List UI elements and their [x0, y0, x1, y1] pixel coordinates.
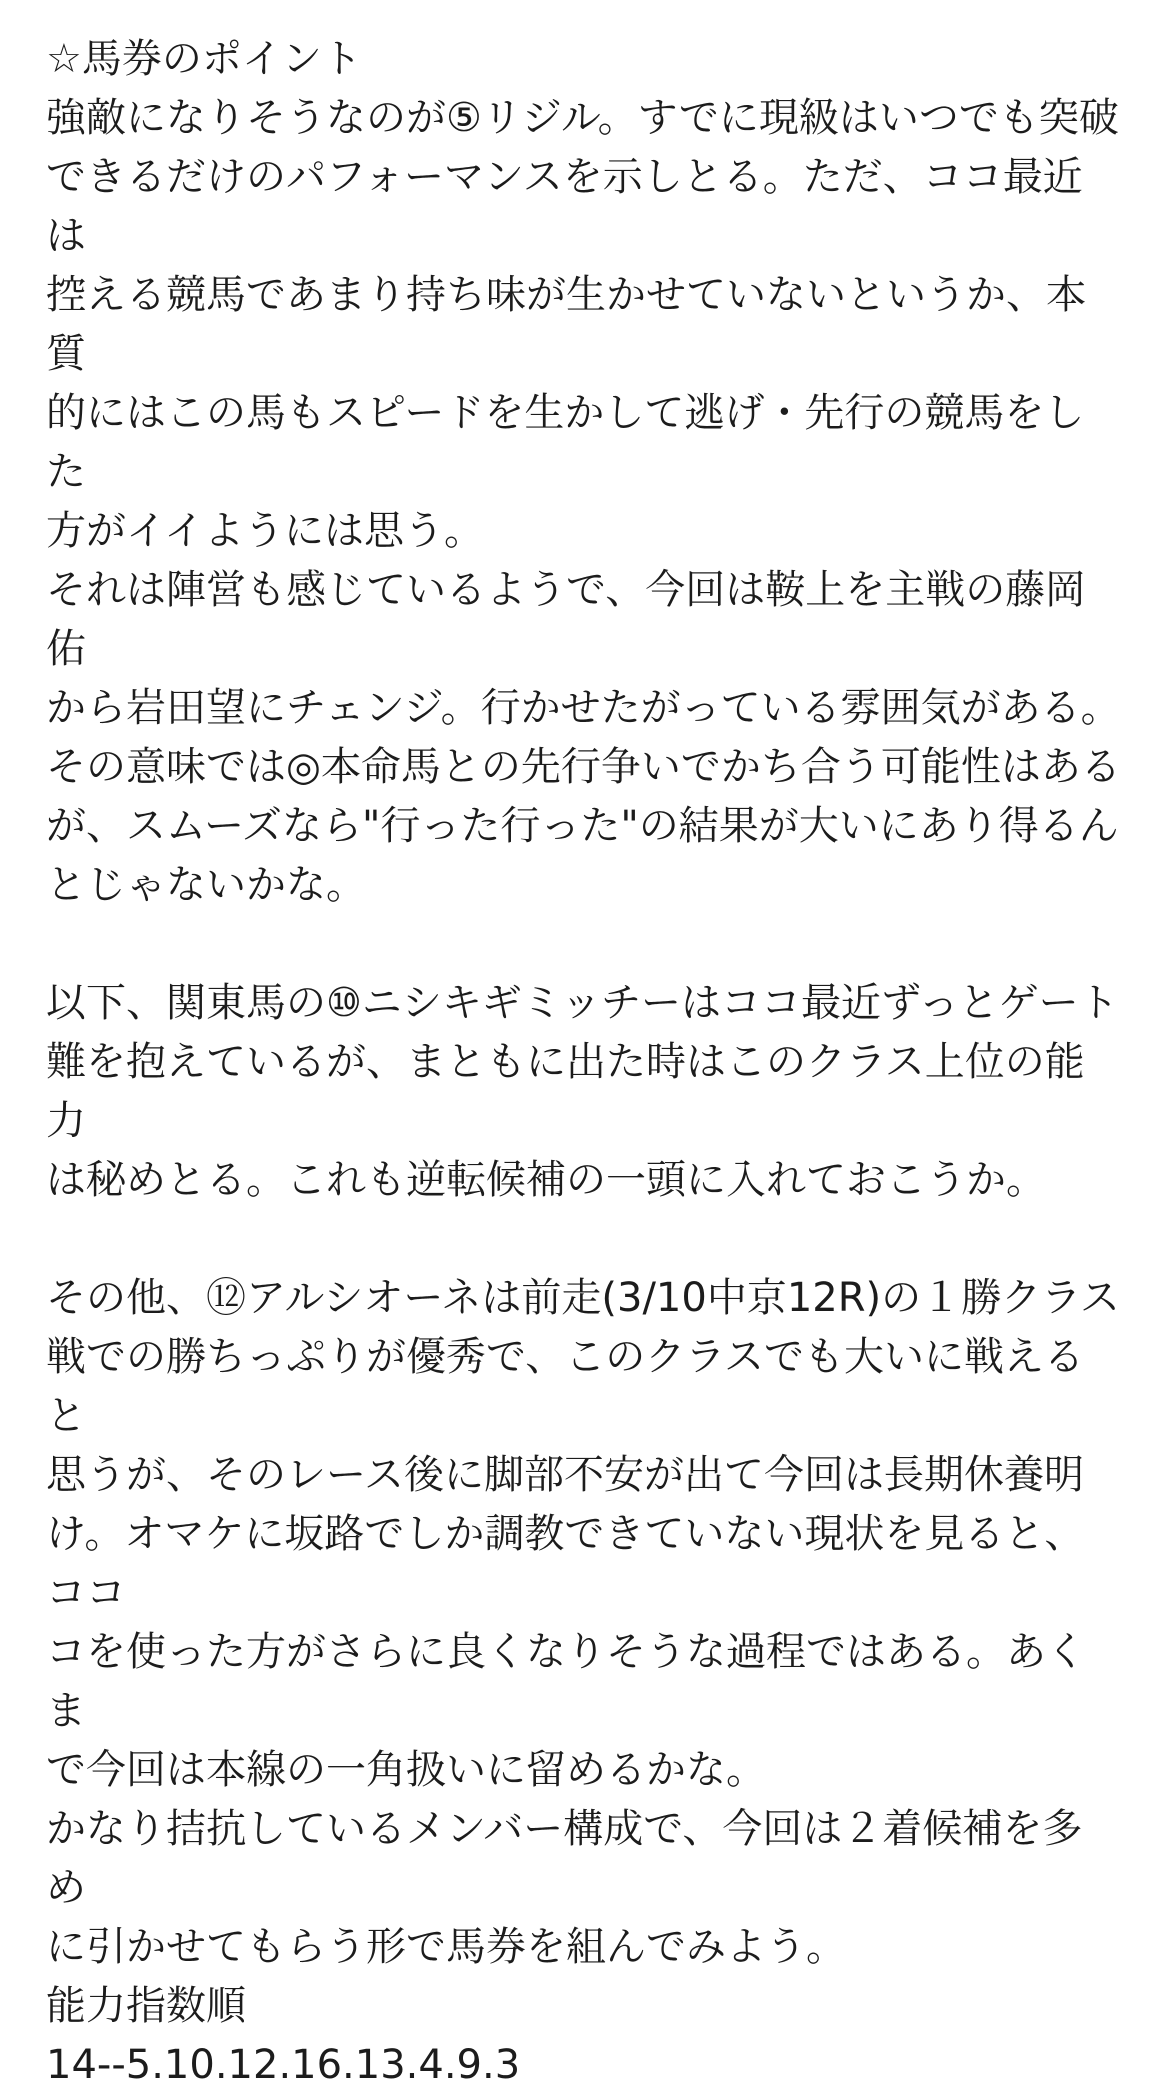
text-line: 14--5.10.12.16.13.4.9.3 [46, 2042, 521, 2088]
text-line: とじゃないかな。 [46, 862, 366, 908]
paragraph-spacer [46, 915, 1122, 974]
text-line: その意味では◎本命馬との先行争いでかち合う可能性はある [46, 744, 1121, 790]
text-line: が、スムーズなら"行った行った"の結果が大いにあり得るん [46, 803, 1119, 849]
text-line: 強敵になりそうなのが⑤リジル。すでに現級はいつでも突破 [46, 95, 1119, 141]
article-body [46, 30, 1122, 2095]
text-line: できるだけのパフォーマンスを示しとる。ただ、ココ最近は [46, 154, 1083, 259]
text-line: 難を抱えているが、まともに出た時はこのクラス上位の能力 [46, 1039, 1085, 1144]
paragraph-block-2 [46, 974, 1122, 1210]
text-line: コを使った方がさらに良くなりそうな過程ではある。あくま [46, 1629, 1086, 1734]
text-line: それは陣営も感じているようで、今回は鞍上を主戦の藤岡佑 [46, 567, 1086, 672]
text-line: 戦での勝ちっぷりが優秀で、このクラスでも大いに戦えると [46, 1334, 1084, 1439]
text-line: 控える競馬であまり持ち味が生かせていないというか、本質 [46, 272, 1086, 377]
paragraph-spacer [46, 1210, 1122, 1269]
text-line: で今回は本線の一角扱いに留めるかな。 [46, 1747, 766, 1793]
text-line: け。オマケに坂路でしか調教できていない現状を見ると、ココ [46, 1511, 1085, 1616]
text-line: 思うが、そのレース後に脚部不安が出て今回は長期休養明 [46, 1452, 1084, 1498]
section-heading [46, 30, 1122, 89]
text-line: かなり拮抗しているメンバー構成で、今回は２着候補を多め [46, 1806, 1083, 1911]
text-line: 以下、関東馬の⑩ニシキギミッチーはココ最近ずっとゲート [46, 980, 1119, 1026]
heading-line: ☆馬券のポイント [46, 36, 362, 82]
paragraph-block-3 [46, 1269, 1122, 2095]
text-line: 的にはこの馬もスピードを生かして逃げ・先行の競馬をした [46, 390, 1085, 495]
text-line: から岩田望にチェンジ。行かせたがっている雰囲気がある。 [46, 685, 1121, 731]
text-line: は秘めとる。これも逆転候補の一頭に入れておこうか。 [46, 1157, 1046, 1203]
text-line: に引かせてもらう形で馬券を組んでみよう。 [46, 1924, 846, 1970]
text-line: 方がイイようには思う。 [46, 508, 484, 554]
text-line: 能力指数順 [46, 1983, 246, 2029]
text-line: その他、⑫アルシオーネは前走(3/10中京12R)の１勝クラス [46, 1275, 1120, 1321]
paragraph-block-1 [46, 89, 1122, 915]
